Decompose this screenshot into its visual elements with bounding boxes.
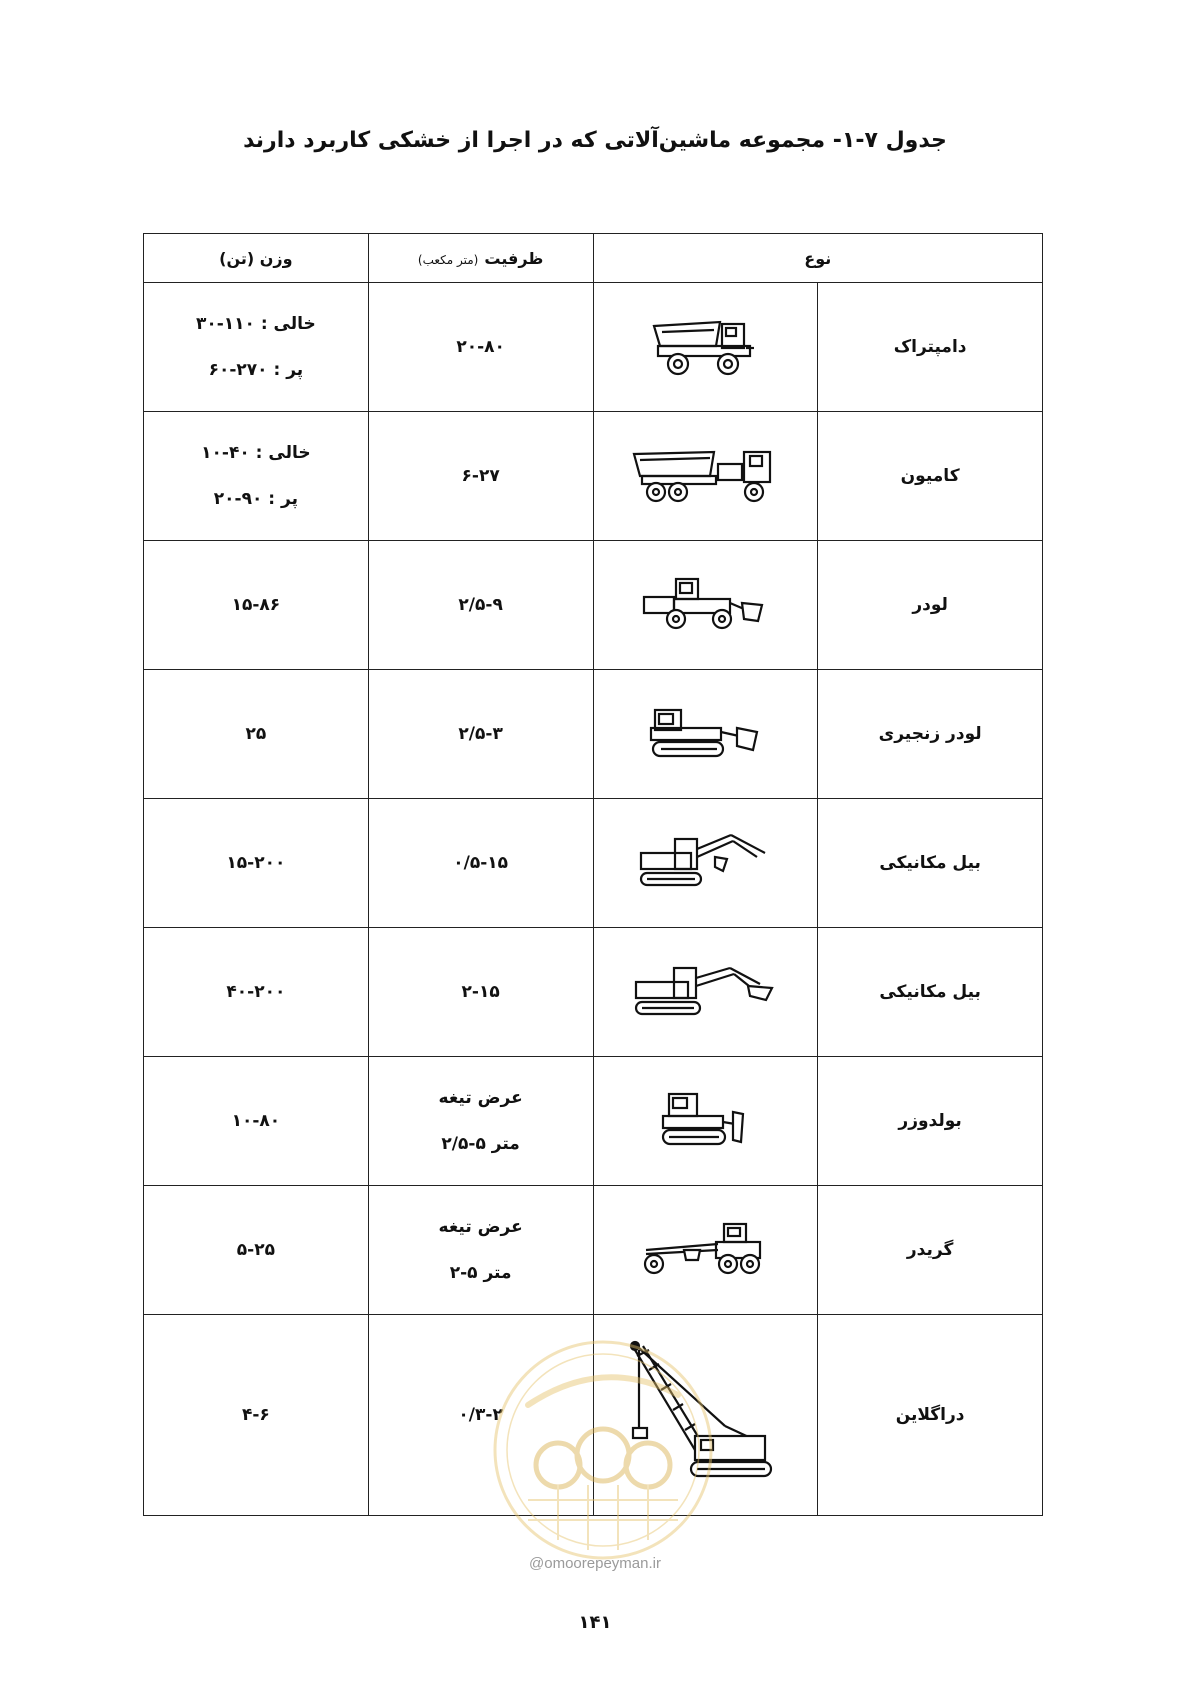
table-row xyxy=(144,541,1043,670)
wheel-loader-icon xyxy=(640,575,770,635)
capacity-cell xyxy=(368,928,593,1057)
machine-picture xyxy=(593,283,818,412)
dragline-icon xyxy=(625,1340,785,1490)
crawler-loader-icon xyxy=(645,706,765,762)
capacity-value: ۲/۵-۳ xyxy=(458,724,503,744)
capacity-cell xyxy=(368,283,593,412)
weight-cell xyxy=(144,928,369,1057)
grader-icon xyxy=(640,1220,770,1280)
capacity-value: ۰/۵-۱۵ xyxy=(453,853,509,873)
capacity-cell xyxy=(368,1315,593,1516)
table-row xyxy=(144,1315,1043,1516)
equipment-table xyxy=(143,233,1043,1516)
machine-picture xyxy=(593,928,818,1057)
capacity-value: ۰/۳-۲ xyxy=(458,1405,503,1425)
bulldozer-icon xyxy=(655,1090,755,1152)
weight-cell xyxy=(144,1315,369,1516)
machine-picture xyxy=(593,1315,818,1516)
capacity-label: عرض تیغه xyxy=(438,1217,523,1237)
weight-cell xyxy=(144,1057,369,1186)
watermark-site-text: @omoorepeyman.ir xyxy=(529,1555,661,1572)
weight-value: ۴-۶ xyxy=(241,1405,270,1425)
capacity-cell xyxy=(368,541,593,670)
capacity-value: ۶-۲۷ xyxy=(461,466,500,486)
capacity-cell xyxy=(368,799,593,928)
table-row xyxy=(144,799,1043,928)
dump-truck-icon xyxy=(650,312,760,382)
table-row xyxy=(144,283,1043,412)
table-row xyxy=(144,412,1043,541)
capacity-value: متر ۵-۲/۵ xyxy=(441,1134,520,1154)
machine-picture xyxy=(593,1186,818,1315)
weight-full: پر : ۹۰-۲۰ xyxy=(213,489,298,509)
header-weight: وزن (تن) xyxy=(144,234,369,283)
capacity-label: عرض تیغه xyxy=(438,1088,523,1108)
weight-empty: خالی : ۴۰-۱۰ xyxy=(201,443,311,463)
table-row xyxy=(144,670,1043,799)
weight-cell xyxy=(144,799,369,928)
weight-cell xyxy=(144,541,369,670)
weight-value: ۱۵-۸۶ xyxy=(231,595,281,615)
weight-cell xyxy=(144,670,369,799)
table-header-row xyxy=(144,234,1043,283)
capacity-value: متر ۵-۲ xyxy=(449,1263,512,1283)
truck-icon xyxy=(630,446,780,506)
excavator-shovel-icon xyxy=(630,962,780,1022)
capacity-cell xyxy=(368,1186,593,1315)
page-title: جدول ۷-۱- مجموعه ماشین‌آلاتی که در اجرا از خشکی کاربرد دارند xyxy=(243,128,947,153)
machine-name: کامیون xyxy=(818,412,1043,541)
header-capacity-label: ظرفیت xyxy=(484,248,544,268)
table-row xyxy=(144,1186,1043,1315)
machine-name: لودر زنجیری xyxy=(818,670,1043,799)
table-row xyxy=(144,1057,1043,1186)
weight-value: ۲۵ xyxy=(245,724,267,744)
weight-cell xyxy=(144,1186,369,1315)
capacity-value: ۲-۱۵ xyxy=(461,982,500,1002)
weight-value: ۴۰-۲۰۰ xyxy=(226,982,286,1002)
machine-picture xyxy=(593,541,818,670)
machine-name: بیل مکانیکی xyxy=(818,928,1043,1057)
weight-empty: خالی : ۱۱۰-۳۰ xyxy=(195,314,316,334)
machine-name: بولدوزر xyxy=(818,1057,1043,1186)
excavator-backhoe-icon xyxy=(635,831,775,895)
machine-name: دراگلاین xyxy=(818,1315,1043,1516)
machine-name: گریدر xyxy=(818,1186,1043,1315)
machine-picture xyxy=(593,1057,818,1186)
weight-value: ۱۵-۲۰۰ xyxy=(226,853,286,873)
weight-full: پر : ۲۷۰-۶۰ xyxy=(208,360,304,380)
machine-name: لودر xyxy=(818,541,1043,670)
header-capacity-unit: (متر مکعب) xyxy=(417,252,479,267)
capacity-value: ۲/۵-۹ xyxy=(458,595,503,615)
header-type: نوع xyxy=(593,234,1043,283)
capacity-cell xyxy=(368,670,593,799)
weight-cell xyxy=(144,283,369,412)
machine-name: دامپتراک xyxy=(818,283,1043,412)
header-capacity xyxy=(368,234,593,283)
table-row xyxy=(144,928,1043,1057)
capacity-cell xyxy=(368,412,593,541)
weight-cell xyxy=(144,412,369,541)
machine-picture xyxy=(593,412,818,541)
capacity-cell xyxy=(368,1057,593,1186)
machine-picture xyxy=(593,799,818,928)
page-number: ۱۴۱ xyxy=(578,1612,612,1633)
weight-value: ۵-۲۵ xyxy=(236,1240,275,1260)
weight-value: ۱۰-۸۰ xyxy=(231,1111,281,1131)
machine-picture xyxy=(593,670,818,799)
machine-name: بیل مکانیکی xyxy=(818,799,1043,928)
capacity-value: ۲۰-۸۰ xyxy=(456,337,505,357)
